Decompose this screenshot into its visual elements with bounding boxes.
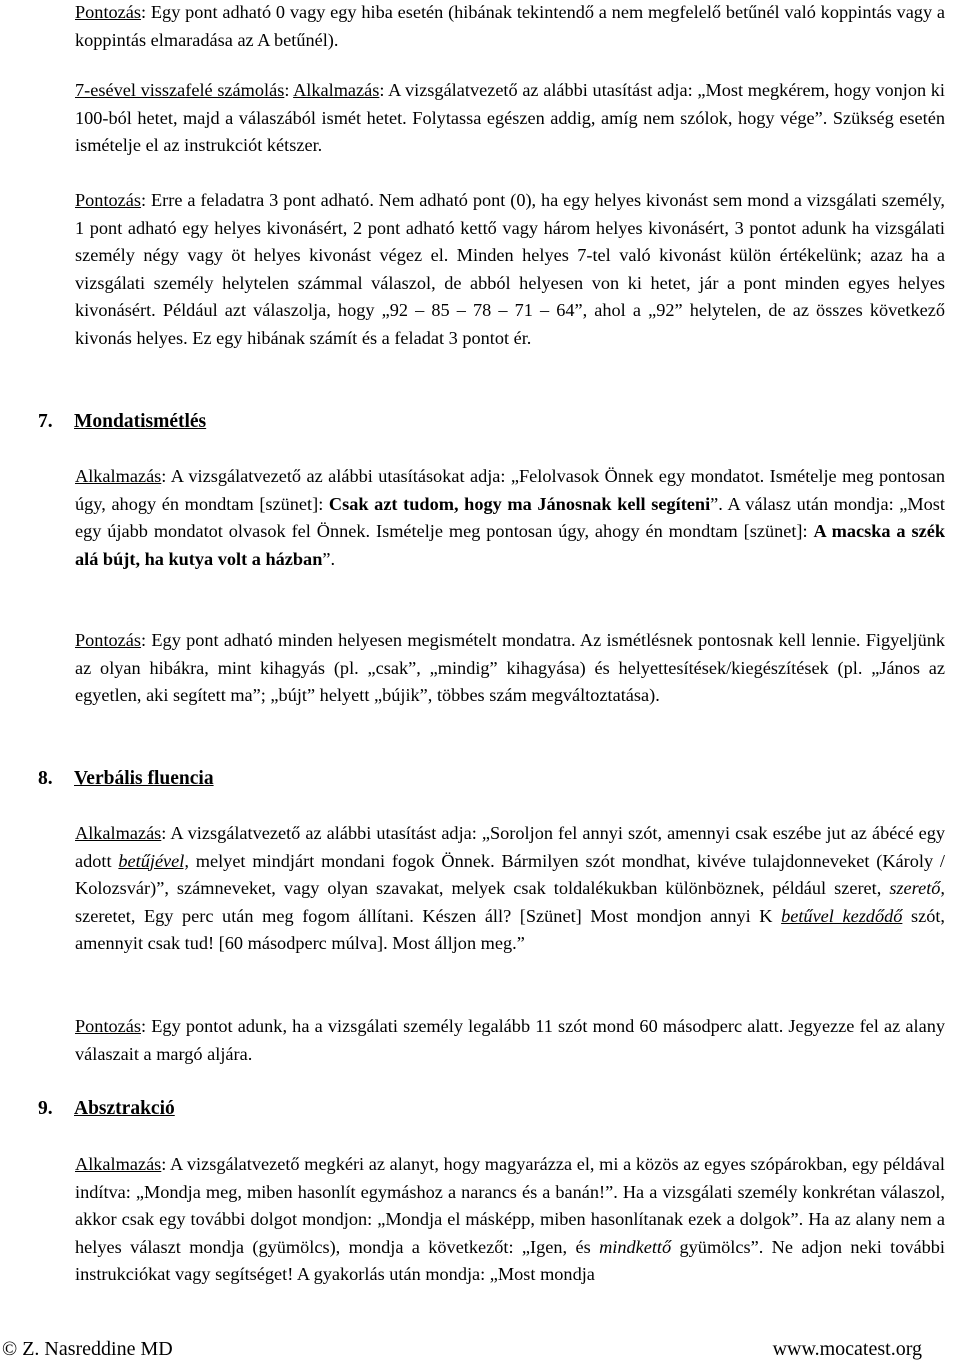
separator: :: [284, 80, 294, 100]
section-title: Verbális fluencia: [74, 768, 214, 789]
emphasis-k-letter: betűvel kezdődő: [781, 905, 903, 926]
section-title: Mondatismétlés: [74, 411, 207, 432]
paragraph-text: gyümölcs”. Ne adjon neki további instrukciókat vagy segítséget! A gyakorlás után mondja: „Most mondja: [75, 1236, 946, 1285]
verbal-fluency-instructions: [75, 820, 945, 958]
task-label: 7-esével visszafelé számolás: [75, 80, 285, 100]
footer-website: www.mocatest.org: [772, 1338, 922, 1360]
paragraph-text: szeretet, Egy perc után meg fogom állítani. Készen áll? [Szünet] Most mondjon annyi K: [75, 905, 782, 926]
scoring-label: Pontozás: [75, 2, 142, 22]
sentence-repetition-scoring: [75, 627, 945, 710]
scoring-label: Pontozás: [75, 1016, 142, 1036]
sentence-one: Csak azt tudom, hogy ma Jánosnak kell segíteni: [328, 493, 711, 514]
footer-copyright: © Z. Nasreddine MD: [2, 1338, 173, 1360]
serial-sevens-scoring: [75, 187, 945, 353]
section-number: 7.: [38, 411, 53, 432]
emphasis-word: mindkettő: [599, 1236, 672, 1257]
administration-label: Alkalmazás: [75, 823, 162, 843]
paragraph-text: : Egy pont adható 0 vagy egy hiba esetén (hibának tekintendő a nem megfelelő betűnél való koppintás vagy a koppintás elmaradása az A betűnél).: [75, 2, 945, 50]
administration-label: Alkalmazás: [293, 80, 380, 100]
paragraph-text: melyet mindjárt mondani fogok Önnek. Bármilyen szót mondhat, kivéve tulajdonneveket (Károly / Kolozsvár)”, számneveket, vagy olyan szavakat, melyek csak toldalékukban különböznek, például szeret,: [75, 850, 946, 899]
paragraph-text: ”.: [322, 548, 336, 569]
sentence-two: A macska a szék alá bújt, ha kutya volt a házban: [75, 521, 945, 569]
paragraph-text: szót, amennyit csak tud! [60 másodperc múlva]. Most álljon meg.”: [75, 905, 945, 954]
paragraph-text: ”. A válasz után mondja: „Most egy újabb mondatot olvasok fel Önnek. Ismételje meg pontosan úgy, ahogy én mondtam [szünet]:: [75, 493, 945, 542]
paragraph-text: : Egy pont adható minden helyesen megismételt mondatra. Az ismétlésnek pontosnak kell lennie. Figyeljünk az olyan hibákra, mint kihagyás (pl. „csak”, „mindig” kihagyása) és helyettesítések/kiegészítések (pl. „János az egyetlen, aki segített ma”; „bújt” helyett „bújik”, többes szám megváltoztatása).: [75, 630, 945, 706]
section-heading-verbal-fluency: [38, 765, 214, 792]
section-number: 9.: [38, 1098, 53, 1119]
paragraph-text: : Egy pontot adunk, ha a vizsgálati személy legalább 11 szót mond 60 másodperc alatt. Jegyezze fel az alany válaszait a margó aljára.: [75, 1016, 945, 1064]
scoring-label: Pontozás: [75, 630, 142, 650]
administration-label: Alkalmazás: [75, 466, 162, 486]
paragraph-text: : Erre a feladatra 3 pont adható. Nem adható pont (0), ha egy helyes kivonást sem mond a vizsgálati személy, 1 pont adható egy helyes kivonásért, 2 pont adható kettő vagy három helyes kivonásért, 3 pontot adunk ha vizsgálati személy négy vagy öt helyes kivonást végez el. Minden helyes 7-tel való kivonást külön értékelünk; azaz ha a vizsgálati személy helytelen számmal válaszol, de abból helyesen von ki hetet, jár a pont minden egyes helyes kivonásért. Például azt válaszolja, hogy „92 – 85 – 78 – 71 – 64”, ahol a „92” helytelen, de az összes következő kivonás helyes. Ez egy hibának számít és a feladat 3 pontot ér.: [75, 190, 945, 348]
section-number: 8.: [38, 768, 53, 789]
section-heading-sentence-repetition: [38, 408, 206, 435]
section-title: Absztrakció: [74, 1098, 175, 1119]
administration-label: Alkalmazás: [75, 1154, 162, 1174]
paragraph-text: : A vizsgálatvezető megkéri az alanyt, hogy magyarázza el, mi a közös az egyes szópárokban, egy példával indítva: „Mondja meg, miben hasonlít egymáshoz a narancs és a banán!”. Ha a vizsgálati személy konkrétan válaszol, akkor csak egy további dolgot mondjon: „Mondja el másképp, miben hasonlítanak ezek a dolgok”. Ha az alany nem a helyes választ mondja (gyümölcs), mondja a következőt: „Igen, és: [75, 1154, 945, 1257]
sentence-repetition-instructions: [75, 463, 945, 573]
abstraction-instructions: [75, 1151, 945, 1289]
serial-sevens-instructions: [75, 77, 945, 160]
emphasis-letter: betűjével,: [118, 850, 189, 871]
scoring-paragraph-letter-tapping: [75, 0, 945, 54]
paragraph-text: : A vizsgálatvezető az alábbi utasítást adja: „Soroljon fel annyi szót, amennyi csak eszébe jut az ábécé egy adott: [75, 823, 945, 871]
section-heading-abstraction: [38, 1095, 175, 1122]
paragraph-text: : A vizsgálatvezető az alábbi utasításokat adja: „Felolvasok Önnek egy mondatot. Ismételje meg pontosan úgy, ahogy én mondtam [szünet]:: [75, 466, 945, 514]
paragraph-text: : A vizsgálatvezető az alábbi utasítást adja: „Most megkérem, hogy vonjon ki 100-ból hetet, majd a válaszából ismét hetet. Folytassa egészen addig, amíg nem szólok, hogy vége”. Szükség esetén ismételje el az instrukciót kétszer.: [75, 80, 945, 156]
verbal-fluency-scoring: [75, 1013, 945, 1068]
scoring-label: Pontozás: [75, 190, 142, 210]
emphasis-word: szerető,: [889, 878, 945, 899]
